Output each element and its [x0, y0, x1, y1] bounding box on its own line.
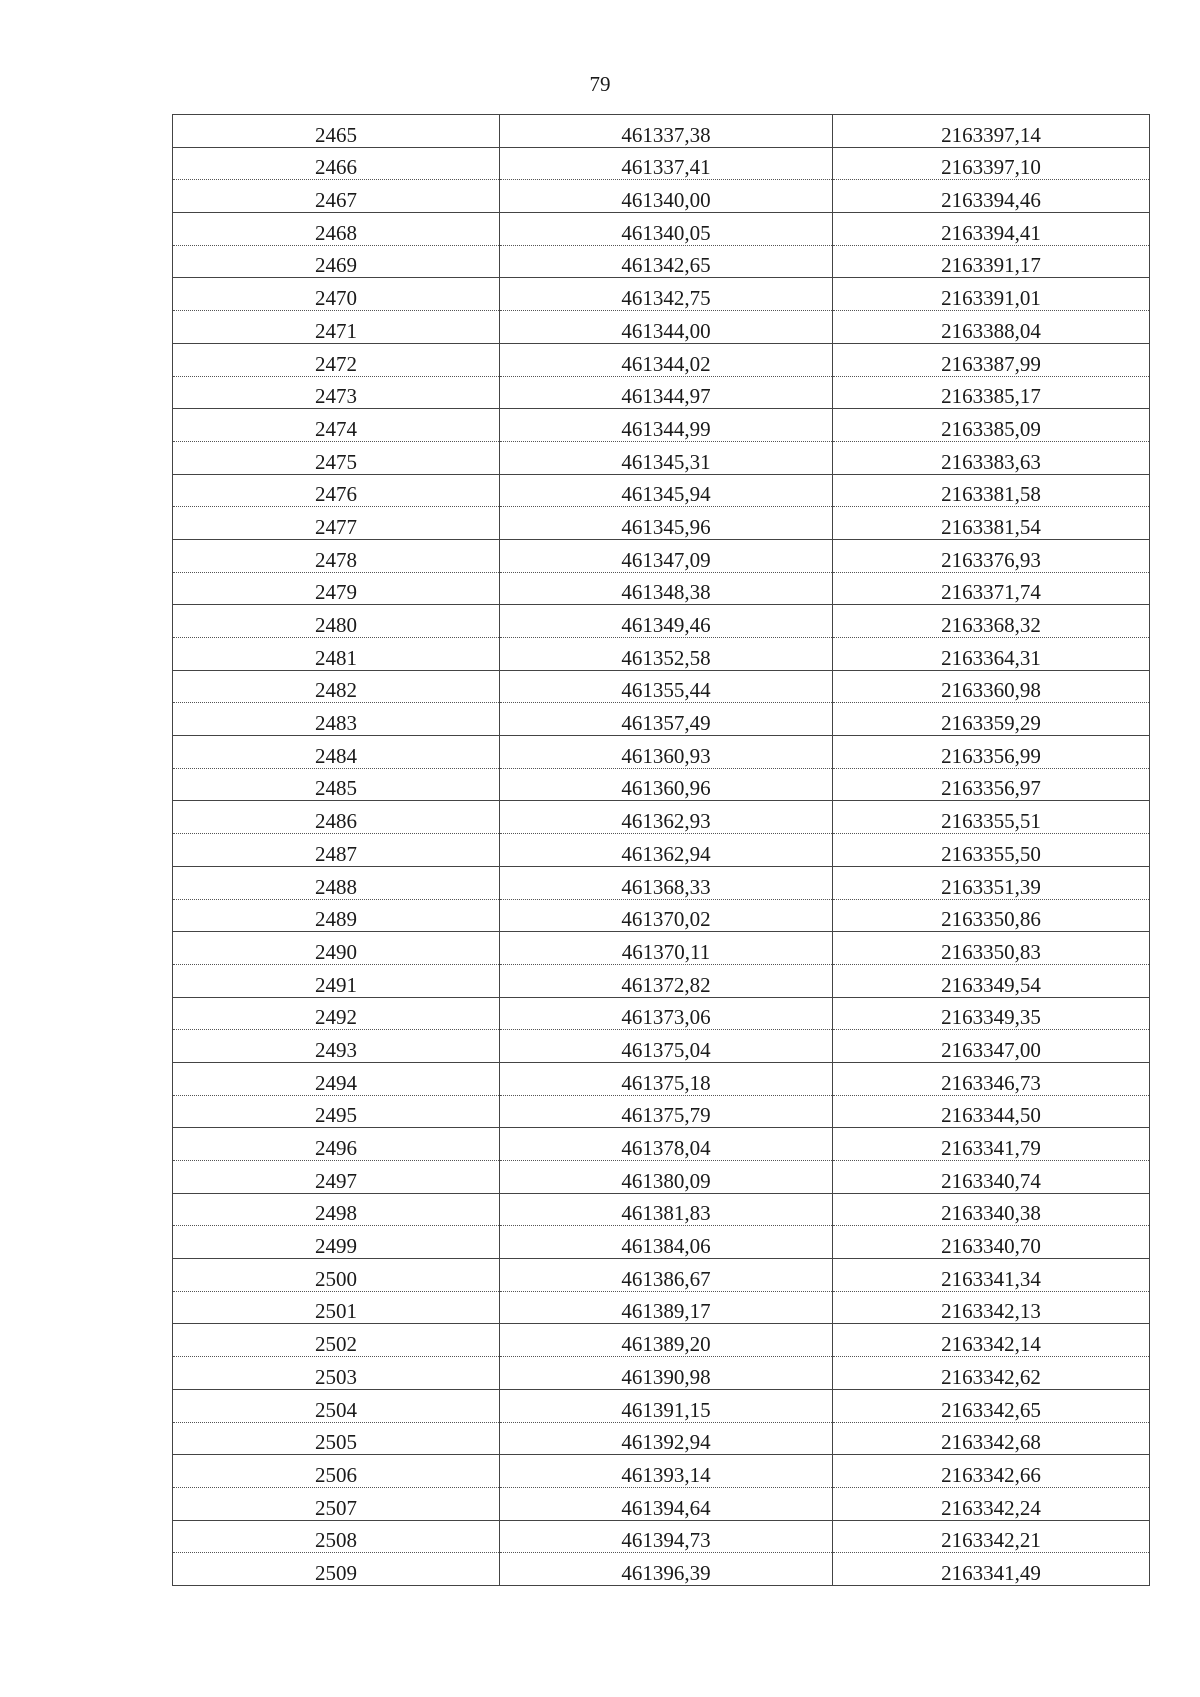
- y-coordinate-cell: 2163355,50: [833, 834, 1150, 867]
- y-coordinate-cell: 2163342,62: [833, 1357, 1150, 1390]
- y-coordinate-cell: 2163391,01: [833, 278, 1150, 311]
- table-row: [173, 899, 1150, 932]
- x-coordinate-cell: 461344,02: [500, 343, 833, 376]
- point-number-cell: 2508: [173, 1520, 500, 1553]
- point-number-cell: 2477: [173, 507, 500, 540]
- point-number-cell: 2497: [173, 1161, 500, 1194]
- x-coordinate-cell: 461360,93: [500, 736, 833, 769]
- point-number-cell: 2492: [173, 997, 500, 1030]
- y-coordinate-cell: 2163340,74: [833, 1161, 1150, 1194]
- point-number-cell: 2509: [173, 1553, 500, 1586]
- point-number-cell: 2484: [173, 736, 500, 769]
- table-row: [173, 115, 1150, 148]
- point-number-cell: 2470: [173, 278, 500, 311]
- point-number-cell: 2507: [173, 1487, 500, 1520]
- x-coordinate-cell: 461375,04: [500, 1030, 833, 1063]
- table-row: [173, 180, 1150, 213]
- table-row: [173, 1161, 1150, 1194]
- point-number-cell: 2475: [173, 441, 500, 474]
- point-number-cell: 2506: [173, 1455, 500, 1488]
- y-coordinate-cell: 2163394,41: [833, 213, 1150, 246]
- x-coordinate-cell: 461347,09: [500, 539, 833, 572]
- x-coordinate-cell: 461344,00: [500, 311, 833, 344]
- y-coordinate-cell: 2163397,14: [833, 115, 1150, 148]
- x-coordinate-cell: 461340,05: [500, 213, 833, 246]
- point-number-cell: 2481: [173, 638, 500, 671]
- table-row: [173, 1226, 1150, 1259]
- y-coordinate-cell: 2163360,98: [833, 670, 1150, 703]
- x-coordinate-cell: 461386,67: [500, 1259, 833, 1292]
- coordinates-table-body: [173, 115, 1150, 1586]
- y-coordinate-cell: 2163383,63: [833, 441, 1150, 474]
- x-coordinate-cell: 461345,94: [500, 474, 833, 507]
- table-row: [173, 507, 1150, 540]
- x-coordinate-cell: 461373,06: [500, 997, 833, 1030]
- point-number-cell: 2491: [173, 964, 500, 997]
- x-coordinate-cell: 461375,79: [500, 1095, 833, 1128]
- table-row: [173, 1357, 1150, 1390]
- y-coordinate-cell: 2163340,70: [833, 1226, 1150, 1259]
- table-row: [173, 1291, 1150, 1324]
- x-coordinate-cell: 461389,20: [500, 1324, 833, 1357]
- y-coordinate-cell: 2163368,32: [833, 605, 1150, 638]
- x-coordinate-cell: 461337,41: [500, 147, 833, 180]
- point-number-cell: 2496: [173, 1128, 500, 1161]
- table-row: [173, 1553, 1150, 1586]
- point-number-cell: 2505: [173, 1422, 500, 1455]
- point-number-cell: 2504: [173, 1389, 500, 1422]
- x-coordinate-cell: 461345,96: [500, 507, 833, 540]
- table-row: [173, 768, 1150, 801]
- table-row: [173, 409, 1150, 442]
- table-row: [173, 1095, 1150, 1128]
- point-number-cell: 2487: [173, 834, 500, 867]
- x-coordinate-cell: 461344,99: [500, 409, 833, 442]
- x-coordinate-cell: 461337,38: [500, 115, 833, 148]
- point-number-cell: 2503: [173, 1357, 500, 1390]
- y-coordinate-cell: 2163356,99: [833, 736, 1150, 769]
- y-coordinate-cell: 2163359,29: [833, 703, 1150, 736]
- y-coordinate-cell: 2163385,17: [833, 376, 1150, 409]
- table-row: [173, 441, 1150, 474]
- y-coordinate-cell: 2163388,04: [833, 311, 1150, 344]
- point-number-cell: 2483: [173, 703, 500, 736]
- x-coordinate-cell: 461372,82: [500, 964, 833, 997]
- y-coordinate-cell: 2163349,35: [833, 997, 1150, 1030]
- table-row: [173, 245, 1150, 278]
- y-coordinate-cell: 2163340,38: [833, 1193, 1150, 1226]
- coordinates-table: [172, 114, 1150, 1586]
- table-row: [173, 670, 1150, 703]
- point-number-cell: 2498: [173, 1193, 500, 1226]
- table-row: [173, 1455, 1150, 1488]
- table-row: [173, 539, 1150, 572]
- table-row: [173, 311, 1150, 344]
- table-row: [173, 1030, 1150, 1063]
- y-coordinate-cell: 2163344,50: [833, 1095, 1150, 1128]
- point-number-cell: 2465: [173, 115, 500, 148]
- table-row: [173, 1324, 1150, 1357]
- y-coordinate-cell: 2163371,74: [833, 572, 1150, 605]
- point-number-cell: 2499: [173, 1226, 500, 1259]
- table-row: [173, 572, 1150, 605]
- point-number-cell: 2500: [173, 1259, 500, 1292]
- x-coordinate-cell: 461375,18: [500, 1062, 833, 1095]
- x-coordinate-cell: 461355,44: [500, 670, 833, 703]
- page-number: 79: [589, 72, 611, 96]
- y-coordinate-cell: 2163351,39: [833, 866, 1150, 899]
- y-coordinate-cell: 2163394,46: [833, 180, 1150, 213]
- x-coordinate-cell: 461392,94: [500, 1422, 833, 1455]
- table-row: [173, 703, 1150, 736]
- table-row: [173, 474, 1150, 507]
- x-coordinate-cell: 461378,04: [500, 1128, 833, 1161]
- x-coordinate-cell: 461344,97: [500, 376, 833, 409]
- point-number-cell: 2482: [173, 670, 500, 703]
- point-number-cell: 2490: [173, 932, 500, 965]
- table-row: [173, 801, 1150, 834]
- table-row: [173, 343, 1150, 376]
- table-row: [173, 834, 1150, 867]
- point-number-cell: 2485: [173, 768, 500, 801]
- y-coordinate-cell: 2163341,79: [833, 1128, 1150, 1161]
- point-number-cell: 2469: [173, 245, 500, 278]
- point-number-cell: 2468: [173, 213, 500, 246]
- y-coordinate-cell: 2163376,93: [833, 539, 1150, 572]
- y-coordinate-cell: 2163355,51: [833, 801, 1150, 834]
- x-coordinate-cell: 461360,96: [500, 768, 833, 801]
- y-coordinate-cell: 2163342,24: [833, 1487, 1150, 1520]
- y-coordinate-cell: 2163356,97: [833, 768, 1150, 801]
- table-row: [173, 736, 1150, 769]
- point-number-cell: 2472: [173, 343, 500, 376]
- point-number-cell: 2473: [173, 376, 500, 409]
- point-number-cell: 2476: [173, 474, 500, 507]
- x-coordinate-cell: 461370,02: [500, 899, 833, 932]
- x-coordinate-cell: 461368,33: [500, 866, 833, 899]
- y-coordinate-cell: 2163391,17: [833, 245, 1150, 278]
- y-coordinate-cell: 2163342,68: [833, 1422, 1150, 1455]
- point-number-cell: 2502: [173, 1324, 500, 1357]
- x-coordinate-cell: 461345,31: [500, 441, 833, 474]
- table-row: [173, 638, 1150, 671]
- point-number-cell: 2474: [173, 409, 500, 442]
- table-row: [173, 1389, 1150, 1422]
- point-number-cell: 2488: [173, 866, 500, 899]
- x-coordinate-cell: 461396,39: [500, 1553, 833, 1586]
- table-row: [173, 1259, 1150, 1292]
- x-coordinate-cell: 461384,06: [500, 1226, 833, 1259]
- y-coordinate-cell: 2163387,99: [833, 343, 1150, 376]
- table-row: [173, 866, 1150, 899]
- table-row: [173, 1520, 1150, 1553]
- point-number-cell: 2495: [173, 1095, 500, 1128]
- x-coordinate-cell: 461349,46: [500, 605, 833, 638]
- x-coordinate-cell: 461342,65: [500, 245, 833, 278]
- point-number-cell: 2489: [173, 899, 500, 932]
- point-number-cell: 2494: [173, 1062, 500, 1095]
- x-coordinate-cell: 461340,00: [500, 180, 833, 213]
- point-number-cell: 2501: [173, 1291, 500, 1324]
- y-coordinate-cell: 2163349,54: [833, 964, 1150, 997]
- x-coordinate-cell: 461394,64: [500, 1487, 833, 1520]
- point-number-cell: 2479: [173, 572, 500, 605]
- point-number-cell: 2486: [173, 801, 500, 834]
- x-coordinate-cell: 461391,15: [500, 1389, 833, 1422]
- point-number-cell: 2480: [173, 605, 500, 638]
- table-row: [173, 147, 1150, 180]
- x-coordinate-cell: 461370,11: [500, 932, 833, 965]
- table-row: [173, 278, 1150, 311]
- table-row: [173, 213, 1150, 246]
- table-row: [173, 376, 1150, 409]
- y-coordinate-cell: 2163342,13: [833, 1291, 1150, 1324]
- y-coordinate-cell: 2163397,10: [833, 147, 1150, 180]
- y-coordinate-cell: 2163385,09: [833, 409, 1150, 442]
- x-coordinate-cell: 461348,38: [500, 572, 833, 605]
- table-row: [173, 1487, 1150, 1520]
- y-coordinate-cell: 2163350,86: [833, 899, 1150, 932]
- y-coordinate-cell: 2163364,31: [833, 638, 1150, 671]
- x-coordinate-cell: 461362,93: [500, 801, 833, 834]
- y-coordinate-cell: 2163342,14: [833, 1324, 1150, 1357]
- point-number-cell: 2467: [173, 180, 500, 213]
- y-coordinate-cell: 2163381,54: [833, 507, 1150, 540]
- y-coordinate-cell: 2163342,21: [833, 1520, 1150, 1553]
- point-number-cell: 2478: [173, 539, 500, 572]
- x-coordinate-cell: 461357,49: [500, 703, 833, 736]
- y-coordinate-cell: 2163346,73: [833, 1062, 1150, 1095]
- point-number-cell: 2471: [173, 311, 500, 344]
- x-coordinate-cell: 461362,94: [500, 834, 833, 867]
- x-coordinate-cell: 461342,75: [500, 278, 833, 311]
- table-row: [173, 997, 1150, 1030]
- y-coordinate-cell: 2163342,66: [833, 1455, 1150, 1488]
- table-row: [173, 1062, 1150, 1095]
- table-row: [173, 1422, 1150, 1455]
- y-coordinate-cell: 2163341,49: [833, 1553, 1150, 1586]
- point-number-cell: 2466: [173, 147, 500, 180]
- table-row: [173, 932, 1150, 965]
- x-coordinate-cell: 461390,98: [500, 1357, 833, 1390]
- table-row: [173, 1193, 1150, 1226]
- x-coordinate-cell: 461380,09: [500, 1161, 833, 1194]
- y-coordinate-cell: 2163381,58: [833, 474, 1150, 507]
- x-coordinate-cell: 461389,17: [500, 1291, 833, 1324]
- x-coordinate-cell: 461352,58: [500, 638, 833, 671]
- y-coordinate-cell: 2163347,00: [833, 1030, 1150, 1063]
- x-coordinate-cell: 461393,14: [500, 1455, 833, 1488]
- y-coordinate-cell: 2163341,34: [833, 1259, 1150, 1292]
- x-coordinate-cell: 461394,73: [500, 1520, 833, 1553]
- point-number-cell: 2493: [173, 1030, 500, 1063]
- y-coordinate-cell: 2163350,83: [833, 932, 1150, 965]
- table-row: [173, 964, 1150, 997]
- table-row: [173, 605, 1150, 638]
- y-coordinate-cell: 2163342,65: [833, 1389, 1150, 1422]
- x-coordinate-cell: 461381,83: [500, 1193, 833, 1226]
- table-row: [173, 1128, 1150, 1161]
